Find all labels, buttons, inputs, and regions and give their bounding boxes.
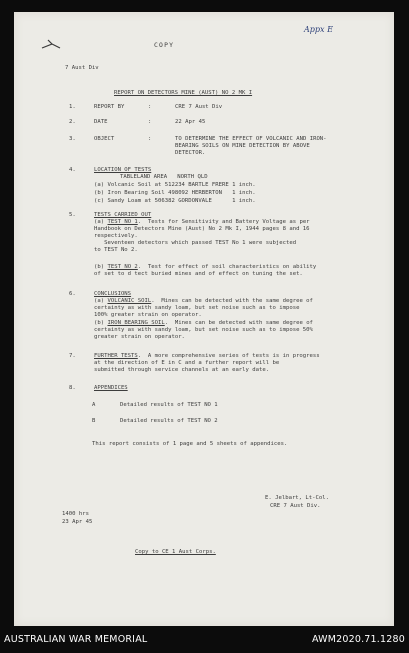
test-2-line: of set to d tect buried mines and of effect on tuning the set.	[94, 271, 303, 277]
appendix-item: Detailed results of TEST NO 2	[120, 418, 218, 424]
further-tests-label: FURTHER TESTS	[94, 353, 138, 359]
test-1-line: Seventeen detectors which passed TEST No 1 were subjected	[94, 240, 297, 246]
archive-footer	[0, 626, 409, 653]
field-label: REPORT BY	[94, 104, 125, 110]
test-1-text: . Tests for Sensitivity and Battery Voltage as per	[137, 219, 310, 225]
copy-heading: COPY	[154, 41, 175, 49]
location-line: (b) Iron Bearing Soil 498092 HERBERTON 1 inch.	[94, 190, 256, 196]
conclusion-a: (a) VOLCANIC SOIL. Mines can be detected with the same degree of	[94, 298, 313, 304]
appendix-item: Detailed results of TEST NO 1	[120, 402, 218, 408]
further-tests	[94, 353, 320, 360]
conclusion-a-line: certainty as with sandy loam, but set noise such as to impose	[94, 305, 300, 311]
test-2-label: TEST NO 2	[107, 264, 138, 270]
section-number: 7.	[69, 353, 76, 359]
section-heading: LOCATION OF TESTS	[94, 167, 152, 173]
handwritten-note: Appx E	[304, 25, 333, 34]
test-2-text: . Test for effect of soil characteristics on ability	[137, 264, 317, 270]
further-tests-line: submitted through service channels at an early date.	[94, 367, 270, 373]
field-label: OBJECT	[94, 136, 115, 142]
conclusion-b-text: . Mines can be detected with same degree of	[164, 320, 313, 326]
conclusion-b-line: certainty as with sandy loam, but set noise such as to impose 50%	[94, 327, 313, 333]
field-number: 1.	[69, 104, 76, 110]
test-1-line: to TEST No 2.	[94, 247, 138, 253]
field-separator: :	[148, 104, 152, 110]
section-number: 6.	[69, 291, 76, 297]
test-2-item: (b) TEST NO 2. Test for effect of soil characteristics on ability	[94, 264, 317, 270]
section-heading: CONCLUSIONS	[94, 291, 132, 297]
conclusion-b: (b) IRON BEARING SOIL. Mines can be detected with same degree of	[94, 320, 313, 326]
test-1-label: TEST NO 1	[107, 219, 138, 225]
conclusion-a-text: . Mines can be detected with the same degree of	[151, 298, 313, 304]
distribution: Copy to CE 1 Aust Corps.	[135, 549, 216, 555]
field-value-line: BEARING SOILS ON MINE DETECTION BY ABOVE	[175, 143, 310, 149]
conclusion-a-label: VOLCANIC SOIL	[107, 298, 152, 304]
section-subheading: TABLELAND AREA NORTH QLD	[120, 174, 208, 180]
from-unit: 7 Aust Div	[65, 65, 99, 71]
signature-name: E. Jelbart, Lt-Col.	[265, 495, 329, 501]
closing-statement: This report consists of 1 page and 5 sheets of appendices.	[92, 441, 288, 447]
further-tests-text: . A more comprehensive series of tests is in progress	[137, 353, 320, 359]
footer-institution: AUSTRALIAN WAR MEMORIAL	[4, 634, 148, 645]
location-line: (a) Volcanic Soil at 512234 BARTLE FRERE 1 inch.	[94, 182, 256, 188]
field-value: 22 Apr 45	[175, 119, 206, 125]
further-tests-line: at the direction of E in C and a further report will be	[94, 360, 280, 366]
field-number: 2.	[69, 119, 76, 125]
appendix-letter: B	[92, 418, 96, 424]
field-separator: :	[148, 119, 152, 125]
test-1-item: (a) TEST NO 1. Tests for Sensitivity and Battery Voltage as per	[94, 219, 310, 225]
section-number: 5.	[69, 212, 76, 218]
section-number: 8.	[69, 385, 76, 391]
field-value: TO DETERMINE THE EFFECT OF VOLCANIC AND IRON-	[175, 136, 327, 142]
section-heading: APPENDICES	[94, 385, 128, 391]
conclusion-b-label: IRON BEARING SOIL	[107, 320, 165, 326]
section-heading: TESTS CARRIED OUT	[94, 212, 152, 218]
signature-title: CRE 7 Aust Div.	[270, 503, 321, 509]
test-1-line: respectively.	[94, 233, 138, 239]
field-label: DATE	[94, 119, 108, 125]
report-date: 23 Apr 45	[62, 519, 93, 525]
field-separator: :	[148, 136, 152, 142]
report-time: 1400 hrs	[62, 511, 89, 517]
pen-mark-icon	[40, 34, 64, 58]
field-number: 3.	[69, 136, 76, 142]
document-page	[14, 12, 394, 626]
footer-accession-number: AWM2020.71.1280	[311, 634, 405, 645]
location-line: (c) Sandy Loam at 506382 GORDONVALE 1 inch.	[94, 198, 256, 204]
report-title: REPORT ON DETECTORS MINE (AUST) NO 2 MK I	[114, 90, 253, 96]
section-number: 4.	[69, 167, 76, 173]
field-value: CRE 7 Aust Div	[175, 104, 223, 110]
field-value-line: DETECTOR.	[175, 150, 206, 156]
conclusion-b-line: greater strain on operator.	[94, 334, 185, 340]
test-1-line: Handbook on Detectors Mine (Aust) No 2 Mk I, 1944 pages 8 and 16	[94, 226, 310, 232]
conclusion-a-line: 100% greater strain on operator.	[94, 312, 202, 318]
appendix-letter: A	[92, 402, 96, 408]
